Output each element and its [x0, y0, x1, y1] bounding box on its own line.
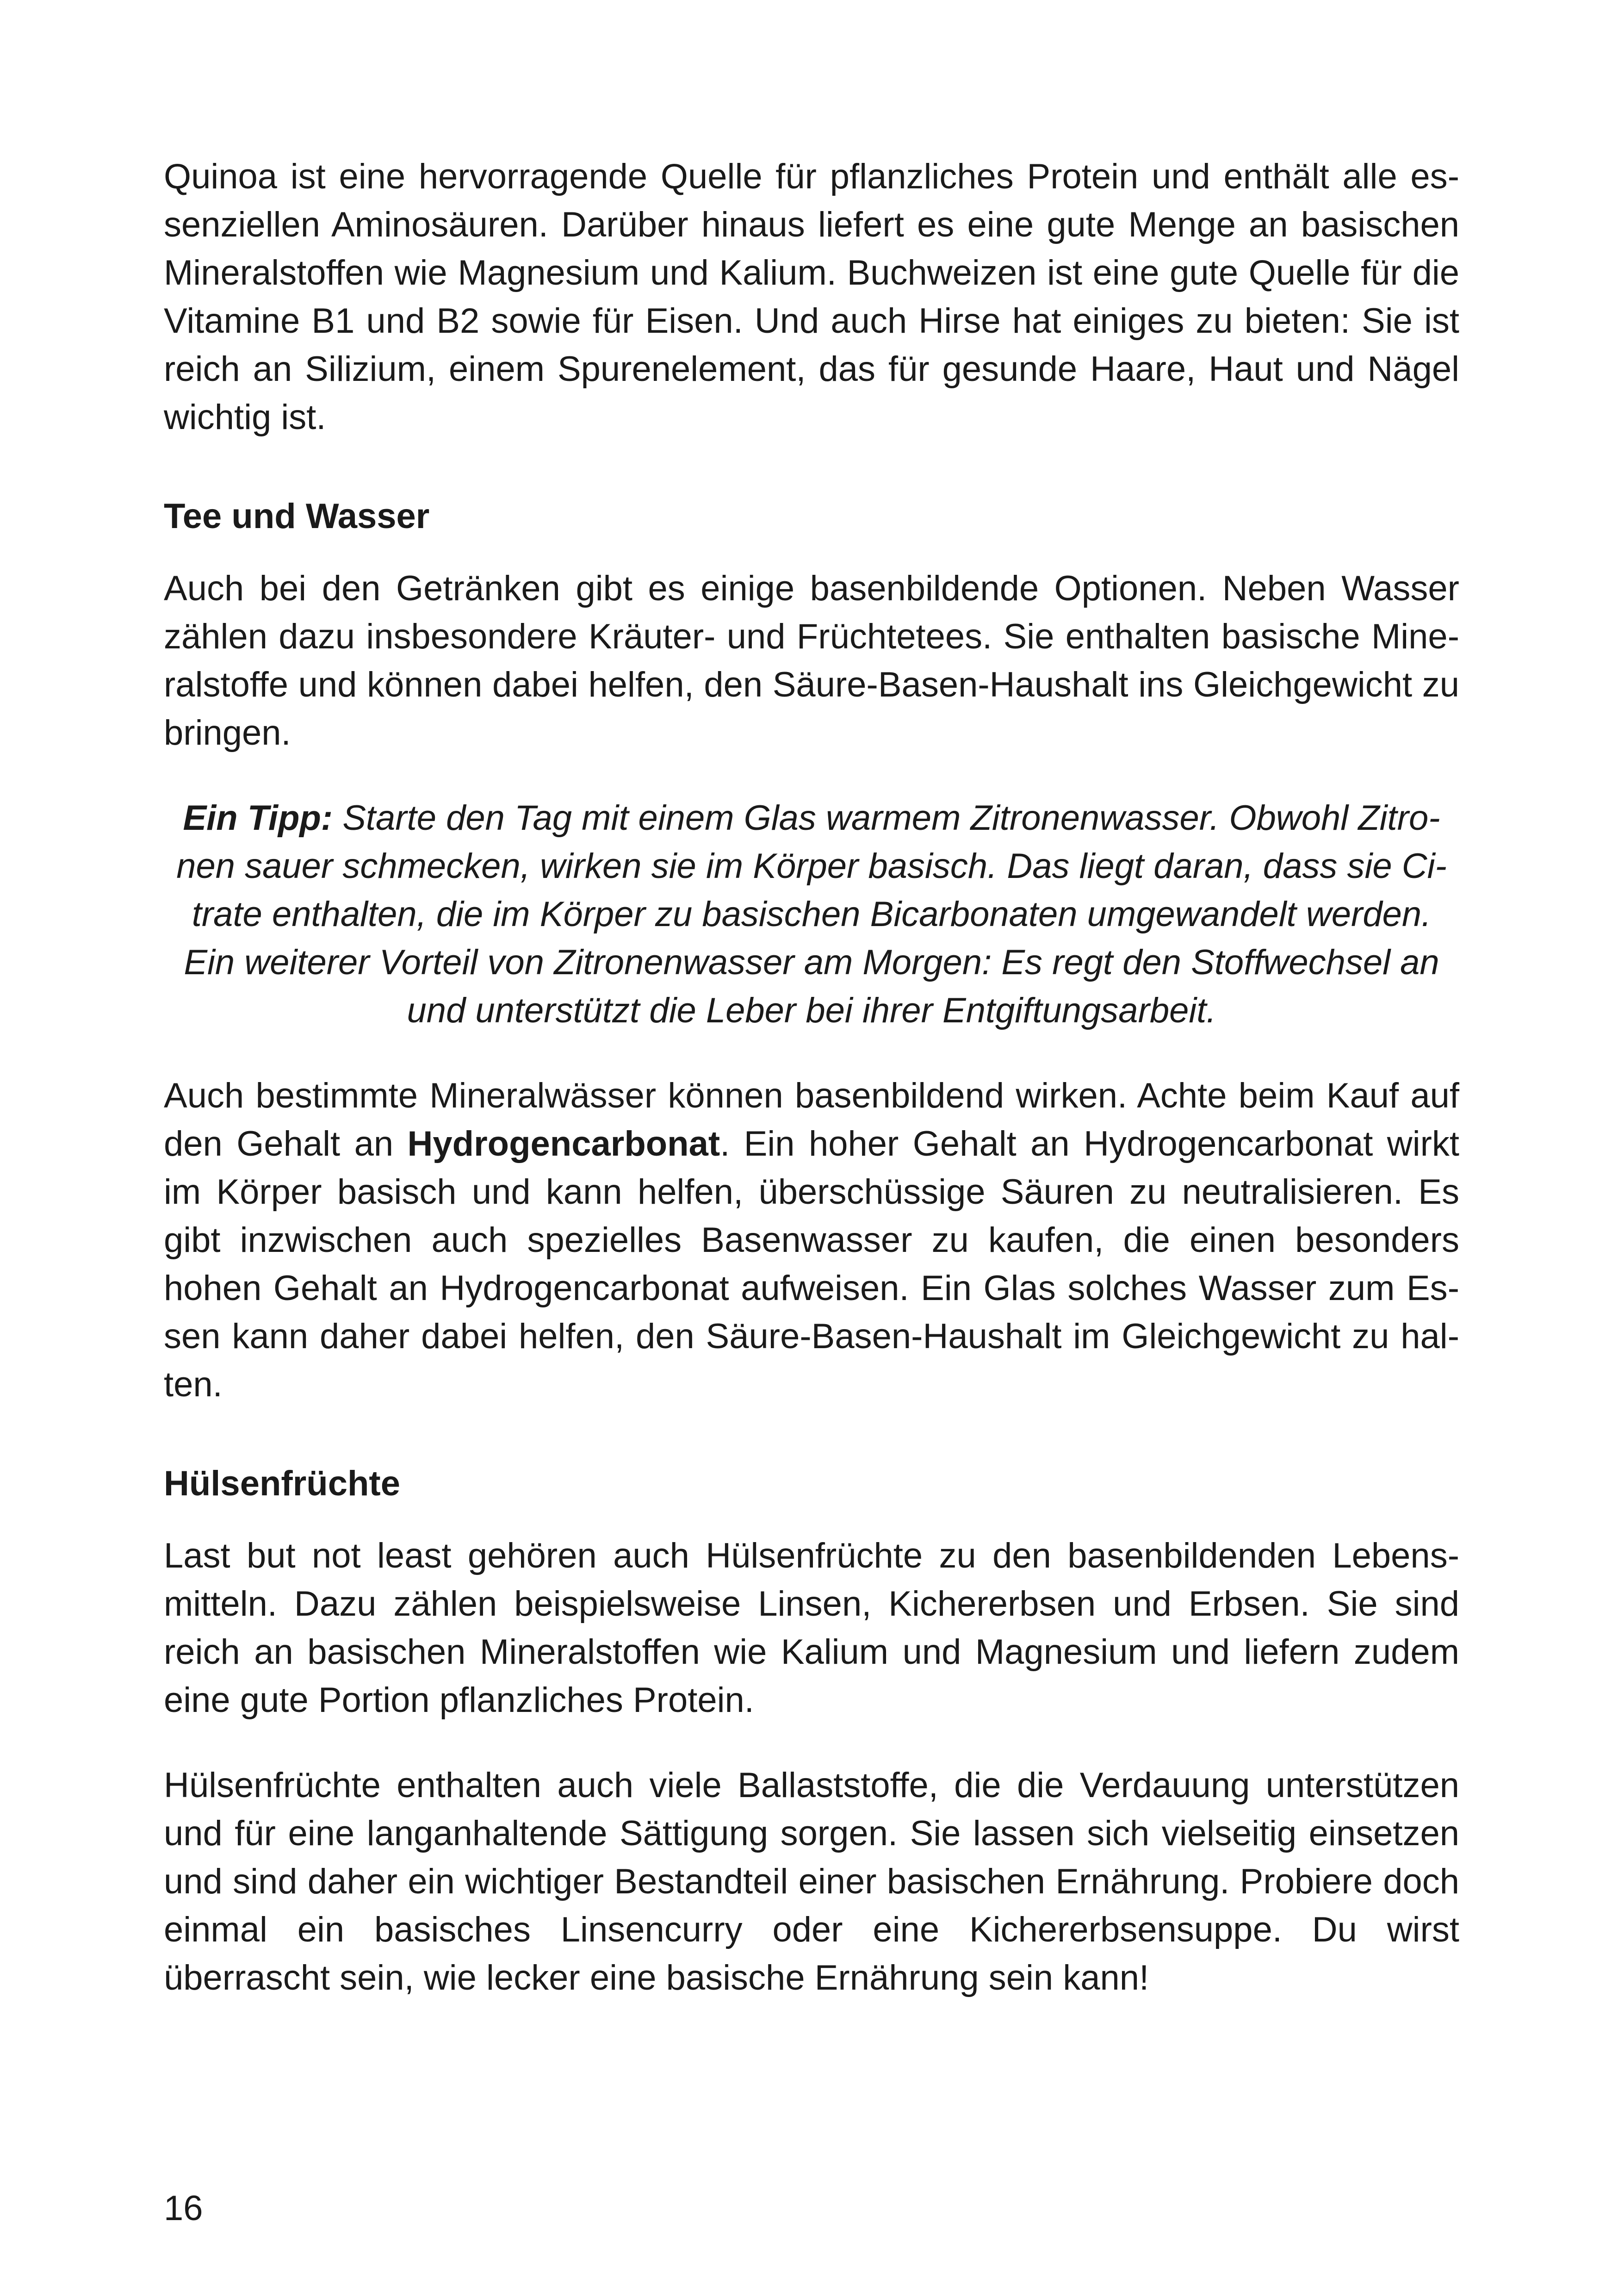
- tip-text: Starte den Tag mit einem Glas warmem Zitronenwasser. Obwohl Zitronen sauer schmecken, wirken sie im Körper basisch. Das liegt daran, dass sie Citrate enthalten, die im Körper zu basischen Bicarbonaten umgewandelt werden. Ein weiterer Vorteil von Zitronenwasser am Morgen: Es regt den Stoffwechsel an und unterstützt die Leber bei ihrer Entgiftungsarbeit.: [176, 798, 1447, 1030]
- spacer: [164, 1409, 1459, 1460]
- legumes-paragraph-2: Hülsenfrüchte enthalten auch viele Ballaststoffe, die die Verdauung unterstützen und für eine langanhaltende Sättigung sorgen. Sie lassen sich vielseitig einsetzen und sind daher ein wichtiger Bestandteil einer basischen Ernährung. Probiere doch einmal ein basisches Linsencurry oder eine Kichererbsensuppe. Du wirst überrascht sein, wie lecker eine basische Ernährung sein kann!: [164, 1766, 1459, 1997]
- intro-paragraph: Quinoa ist eine hervorragende Quelle für pflanzliches Protein und enthält alle essenziellen Aminosäuren. Darüber hinaus liefert es eine gute Menge an basischen Mineralstoffen wie Magnesium und Kalium. Buchweizen ist eine gute Quelle für die Vitamine B1 und B2 sowie für Eisen. Und auch Hirse hat einiges zu bieten: Sie ist reich an Silizium, einem Spurenelement, das für gesunde Haare, Haut und Nägel wichtig ist.: [164, 157, 1459, 437]
- tip-label: Ein Tipp:: [183, 798, 333, 838]
- legumes-paragraph-1: Last but not least gehören auch Hülsenfrüchte zu den basenbildenden Lebensmitteln. Dazu zählen beispielsweise Linsen, Kichererbsen und Erbsen. Sie sind reich an basischen Mineralstoffen wie Kalium und Magnesium und liefern zudem eine gute Portion pflanzliches Protein.: [164, 1536, 1459, 1720]
- tea-paragraph: Auch bei den Getränken gibt es einige basenbildende Optionen. Neben Wasser zählen dazu insbesondere Kräuter- und Früchtetees. Sie enthalten basische Mineralstoffe und können dabei helfen, den Säure-Basen-Haushalt ins Gleichgewicht zu bringen.: [164, 569, 1459, 753]
- spacer: [164, 1035, 1459, 1072]
- spacer: [164, 442, 1459, 492]
- mineral-text-before: Auch bestimmte Mineralwässer können basenbildend wirken. Achte beim Kauf auf den Gehalt an: [164, 1076, 1459, 1164]
- section-heading-tea: Tee und Wasser: [164, 497, 430, 536]
- spacer: [164, 541, 1459, 565]
- section-heading-legumes: Hülsenfrüchte: [164, 1464, 400, 1503]
- mineral-text-after: . Ein hoher Gehalt an Hydrogencarbonat wirkt im Körper basisch und kann helfen, überschüssige Säuren zu neutralisieren. Es gibt inzwischen auch spezielles Basenwasser zu kaufen, die einen besonders hohen Gehalt an Hydrogencarbonat aufweisen. Ein Glas solches Wasser zum Essen kann daher dabei helfen, den Säure-Basen-Haushalt im Gleichgewicht zu halten.: [164, 1124, 1459, 1404]
- spacer: [164, 1508, 1459, 1532]
- page-number: 16: [164, 2189, 203, 2228]
- spacer: [164, 1724, 1459, 1761]
- mineral-water-paragraph: [164, 1072, 1459, 1409]
- spacer: [164, 757, 1459, 794]
- mineral-bold-term: Hydrogencarbonat: [407, 1124, 720, 1164]
- tip-box: [164, 794, 1459, 1035]
- page-body: [164, 153, 1459, 2002]
